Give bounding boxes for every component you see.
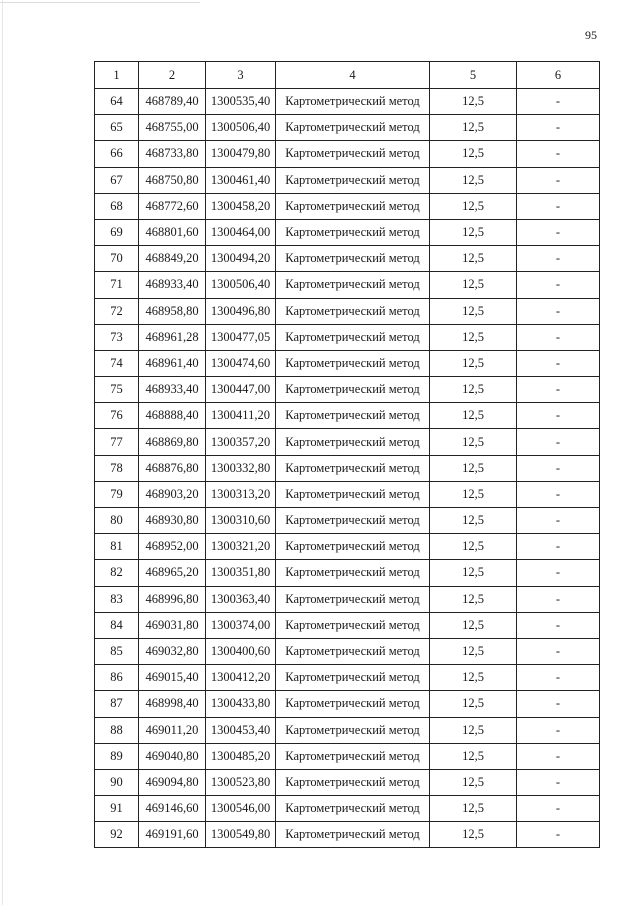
table-row — [95, 822, 600, 848]
table-row — [95, 193, 600, 219]
method-cell: Картометрический метод — [276, 638, 430, 664]
method-cell: Картометрический метод — [276, 272, 430, 298]
point-number-cell: 82 — [95, 560, 139, 586]
point-number-cell: 84 — [95, 612, 139, 638]
accuracy-cell: 12,5 — [430, 141, 517, 167]
note-cell: - — [517, 481, 600, 507]
method-cell: Картометрический метод — [276, 167, 430, 193]
accuracy-cell: 12,5 — [430, 638, 517, 664]
note-cell: - — [517, 743, 600, 769]
page-number: 95 — [585, 28, 597, 42]
method-cell: Картометрический метод — [276, 455, 430, 481]
table-row — [95, 586, 600, 612]
x-coordinate-cell: 468869,80 — [139, 429, 206, 455]
table-row — [95, 141, 600, 167]
y-coordinate-cell: 1300458,20 — [206, 193, 276, 219]
point-number-cell: 73 — [95, 324, 139, 350]
y-coordinate-cell: 1300535,40 — [206, 89, 276, 115]
table-row — [95, 691, 600, 717]
x-coordinate-cell: 468961,40 — [139, 350, 206, 376]
note-cell: - — [517, 403, 600, 429]
y-coordinate-cell: 1300506,40 — [206, 272, 276, 298]
x-coordinate-cell: 469040,80 — [139, 743, 206, 769]
x-coordinate-cell: 468965,20 — [139, 560, 206, 586]
accuracy-cell: 12,5 — [430, 665, 517, 691]
note-cell: - — [517, 560, 600, 586]
table-row — [95, 115, 600, 141]
x-coordinate-cell: 468772,60 — [139, 193, 206, 219]
method-cell: Картометрический метод — [276, 717, 430, 743]
y-coordinate-cell: 1300363,40 — [206, 586, 276, 612]
y-coordinate-cell: 1300321,20 — [206, 534, 276, 560]
point-number-cell: 72 — [95, 298, 139, 324]
y-coordinate-cell: 1300447,00 — [206, 377, 276, 403]
accuracy-cell: 12,5 — [430, 796, 517, 822]
note-cell: - — [517, 429, 600, 455]
y-coordinate-cell: 1300461,40 — [206, 167, 276, 193]
y-coordinate-cell: 1300496,80 — [206, 298, 276, 324]
y-coordinate-cell: 1300412,20 — [206, 665, 276, 691]
accuracy-cell: 12,5 — [430, 481, 517, 507]
y-coordinate-cell: 1300332,80 — [206, 455, 276, 481]
point-number-cell: 86 — [95, 665, 139, 691]
x-coordinate-cell: 469094,80 — [139, 769, 206, 795]
point-number-cell: 75 — [95, 377, 139, 403]
method-cell: Картометрический метод — [276, 534, 430, 560]
table-row — [95, 508, 600, 534]
table-row — [95, 167, 600, 193]
table-header-row — [95, 62, 600, 89]
y-coordinate-cell: 1300464,00 — [206, 219, 276, 245]
accuracy-cell: 12,5 — [430, 455, 517, 481]
point-number-cell: 67 — [95, 167, 139, 193]
note-cell: - — [517, 219, 600, 245]
x-coordinate-cell: 468849,20 — [139, 246, 206, 272]
y-coordinate-cell: 1300411,20 — [206, 403, 276, 429]
point-number-cell: 68 — [95, 193, 139, 219]
y-coordinate-cell: 1300310,60 — [206, 508, 276, 534]
method-cell: Картометрический метод — [276, 586, 430, 612]
method-cell: Картометрический метод — [276, 796, 430, 822]
note-cell: - — [517, 193, 600, 219]
point-number-cell: 80 — [95, 508, 139, 534]
method-cell: Картометрический метод — [276, 193, 430, 219]
accuracy-cell: 12,5 — [430, 769, 517, 795]
y-coordinate-cell: 1300523,80 — [206, 769, 276, 795]
y-coordinate-cell: 1300474,60 — [206, 350, 276, 376]
point-number-cell: 69 — [95, 219, 139, 245]
x-coordinate-cell: 468958,80 — [139, 298, 206, 324]
point-number-cell: 66 — [95, 141, 139, 167]
x-coordinate-cell: 468930,80 — [139, 508, 206, 534]
note-cell: - — [517, 717, 600, 743]
accuracy-cell: 12,5 — [430, 429, 517, 455]
accuracy-cell: 12,5 — [430, 743, 517, 769]
table-row — [95, 246, 600, 272]
x-coordinate-cell: 468750,80 — [139, 167, 206, 193]
note-cell: - — [517, 167, 600, 193]
point-number-cell: 90 — [95, 769, 139, 795]
x-coordinate-cell: 468789,40 — [139, 89, 206, 115]
accuracy-cell: 12,5 — [430, 219, 517, 245]
point-number-cell: 76 — [95, 403, 139, 429]
accuracy-cell: 12,5 — [430, 115, 517, 141]
note-cell: - — [517, 272, 600, 298]
x-coordinate-cell: 468933,40 — [139, 377, 206, 403]
y-coordinate-cell: 1300313,20 — [206, 481, 276, 507]
note-cell: - — [517, 350, 600, 376]
accuracy-cell: 12,5 — [430, 612, 517, 638]
method-cell: Картометрический метод — [276, 324, 430, 350]
x-coordinate-cell: 468903,20 — [139, 481, 206, 507]
table-row — [95, 534, 600, 560]
point-number-cell: 78 — [95, 455, 139, 481]
point-number-cell: 70 — [95, 246, 139, 272]
method-cell: Картометрический метод — [276, 403, 430, 429]
y-coordinate-cell: 1300494,20 — [206, 246, 276, 272]
method-cell: Картометрический метод — [276, 141, 430, 167]
table-row — [95, 796, 600, 822]
point-number-cell: 83 — [95, 586, 139, 612]
table-body — [95, 89, 600, 848]
table-row — [95, 481, 600, 507]
table-row — [95, 717, 600, 743]
table-row — [95, 350, 600, 376]
y-coordinate-cell: 1300400,60 — [206, 638, 276, 664]
note-cell: - — [517, 324, 600, 350]
accuracy-cell: 12,5 — [430, 534, 517, 560]
method-cell: Картометрический метод — [276, 508, 430, 534]
note-cell: - — [517, 246, 600, 272]
note-cell: - — [517, 796, 600, 822]
method-cell: Картометрический метод — [276, 377, 430, 403]
method-cell: Картометрический метод — [276, 481, 430, 507]
y-coordinate-cell: 1300549,80 — [206, 822, 276, 848]
x-coordinate-cell: 468733,80 — [139, 141, 206, 167]
accuracy-cell: 12,5 — [430, 246, 517, 272]
x-coordinate-cell: 468888,40 — [139, 403, 206, 429]
note-cell: - — [517, 822, 600, 848]
coordinates-table — [94, 61, 600, 848]
y-coordinate-cell: 1300477,05 — [206, 324, 276, 350]
note-cell: - — [517, 115, 600, 141]
note-cell: - — [517, 638, 600, 664]
accuracy-cell: 12,5 — [430, 193, 517, 219]
table-row — [95, 638, 600, 664]
point-number-cell: 79 — [95, 481, 139, 507]
x-coordinate-cell: 468952,00 — [139, 534, 206, 560]
x-coordinate-cell: 469032,80 — [139, 638, 206, 664]
table-row — [95, 403, 600, 429]
table-row — [95, 455, 600, 481]
point-number-cell: 92 — [95, 822, 139, 848]
accuracy-cell: 12,5 — [430, 350, 517, 376]
accuracy-cell: 12,5 — [430, 403, 517, 429]
table-row — [95, 665, 600, 691]
note-cell: - — [517, 534, 600, 560]
point-number-cell: 77 — [95, 429, 139, 455]
note-cell: - — [517, 612, 600, 638]
column-header-3: 3 — [206, 62, 276, 89]
y-coordinate-cell: 1300374,00 — [206, 612, 276, 638]
point-number-cell: 65 — [95, 115, 139, 141]
table-row — [95, 89, 600, 115]
accuracy-cell: 12,5 — [430, 586, 517, 612]
y-coordinate-cell: 1300357,20 — [206, 429, 276, 455]
method-cell: Картометрический метод — [276, 691, 430, 717]
accuracy-cell: 12,5 — [430, 822, 517, 848]
scan-edge-top — [0, 2, 200, 3]
note-cell: - — [517, 665, 600, 691]
method-cell: Картометрический метод — [276, 769, 430, 795]
note-cell: - — [517, 455, 600, 481]
column-header-4: 4 — [276, 62, 430, 89]
point-number-cell: 91 — [95, 796, 139, 822]
table-row — [95, 377, 600, 403]
accuracy-cell: 12,5 — [430, 298, 517, 324]
point-number-cell: 74 — [95, 350, 139, 376]
note-cell: - — [517, 298, 600, 324]
point-number-cell: 71 — [95, 272, 139, 298]
method-cell: Картометрический метод — [276, 612, 430, 638]
table-row — [95, 324, 600, 350]
method-cell: Картометрический метод — [276, 219, 430, 245]
x-coordinate-cell: 469191,60 — [139, 822, 206, 848]
accuracy-cell: 12,5 — [430, 167, 517, 193]
column-header-1: 1 — [95, 62, 139, 89]
point-number-cell: 64 — [95, 89, 139, 115]
point-number-cell: 85 — [95, 638, 139, 664]
y-coordinate-cell: 1300546,00 — [206, 796, 276, 822]
y-coordinate-cell: 1300453,40 — [206, 717, 276, 743]
column-header-5: 5 — [430, 62, 517, 89]
table-row — [95, 272, 600, 298]
scan-edge-left — [2, 0, 3, 905]
note-cell: - — [517, 691, 600, 717]
y-coordinate-cell: 1300351,80 — [206, 560, 276, 586]
accuracy-cell: 12,5 — [430, 508, 517, 534]
accuracy-cell: 12,5 — [430, 560, 517, 586]
point-number-cell: 81 — [95, 534, 139, 560]
accuracy-cell: 12,5 — [430, 377, 517, 403]
table-row — [95, 612, 600, 638]
x-coordinate-cell: 468933,40 — [139, 272, 206, 298]
note-cell: - — [517, 89, 600, 115]
note-cell: - — [517, 141, 600, 167]
method-cell: Картометрический метод — [276, 89, 430, 115]
accuracy-cell: 12,5 — [430, 89, 517, 115]
x-coordinate-cell: 469011,20 — [139, 717, 206, 743]
method-cell: Картометрический метод — [276, 115, 430, 141]
table-row — [95, 219, 600, 245]
x-coordinate-cell: 468961,28 — [139, 324, 206, 350]
x-coordinate-cell: 469015,40 — [139, 665, 206, 691]
method-cell: Картометрический метод — [276, 743, 430, 769]
method-cell: Картометрический метод — [276, 350, 430, 376]
point-number-cell: 88 — [95, 717, 139, 743]
method-cell: Картометрический метод — [276, 822, 430, 848]
method-cell: Картометрический метод — [276, 665, 430, 691]
table-row — [95, 769, 600, 795]
column-header-2: 2 — [139, 62, 206, 89]
column-header-6: 6 — [517, 62, 600, 89]
accuracy-cell: 12,5 — [430, 691, 517, 717]
y-coordinate-cell: 1300479,80 — [206, 141, 276, 167]
y-coordinate-cell: 1300485,20 — [206, 743, 276, 769]
x-coordinate-cell: 468998,40 — [139, 691, 206, 717]
x-coordinate-cell: 468755,00 — [139, 115, 206, 141]
note-cell: - — [517, 769, 600, 795]
point-number-cell: 89 — [95, 743, 139, 769]
x-coordinate-cell: 468801,60 — [139, 219, 206, 245]
x-coordinate-cell: 468996,80 — [139, 586, 206, 612]
note-cell: - — [517, 377, 600, 403]
accuracy-cell: 12,5 — [430, 272, 517, 298]
method-cell: Картометрический метод — [276, 246, 430, 272]
table-row — [95, 298, 600, 324]
method-cell: Картометрический метод — [276, 560, 430, 586]
note-cell: - — [517, 508, 600, 534]
method-cell: Картометрический метод — [276, 298, 430, 324]
table-row — [95, 743, 600, 769]
y-coordinate-cell: 1300433,80 — [206, 691, 276, 717]
table-row — [95, 560, 600, 586]
accuracy-cell: 12,5 — [430, 717, 517, 743]
note-cell: - — [517, 586, 600, 612]
y-coordinate-cell: 1300506,40 — [206, 115, 276, 141]
point-number-cell: 87 — [95, 691, 139, 717]
table-row — [95, 429, 600, 455]
x-coordinate-cell: 469146,60 — [139, 796, 206, 822]
accuracy-cell: 12,5 — [430, 324, 517, 350]
x-coordinate-cell: 469031,80 — [139, 612, 206, 638]
x-coordinate-cell: 468876,80 — [139, 455, 206, 481]
method-cell: Картометрический метод — [276, 429, 430, 455]
